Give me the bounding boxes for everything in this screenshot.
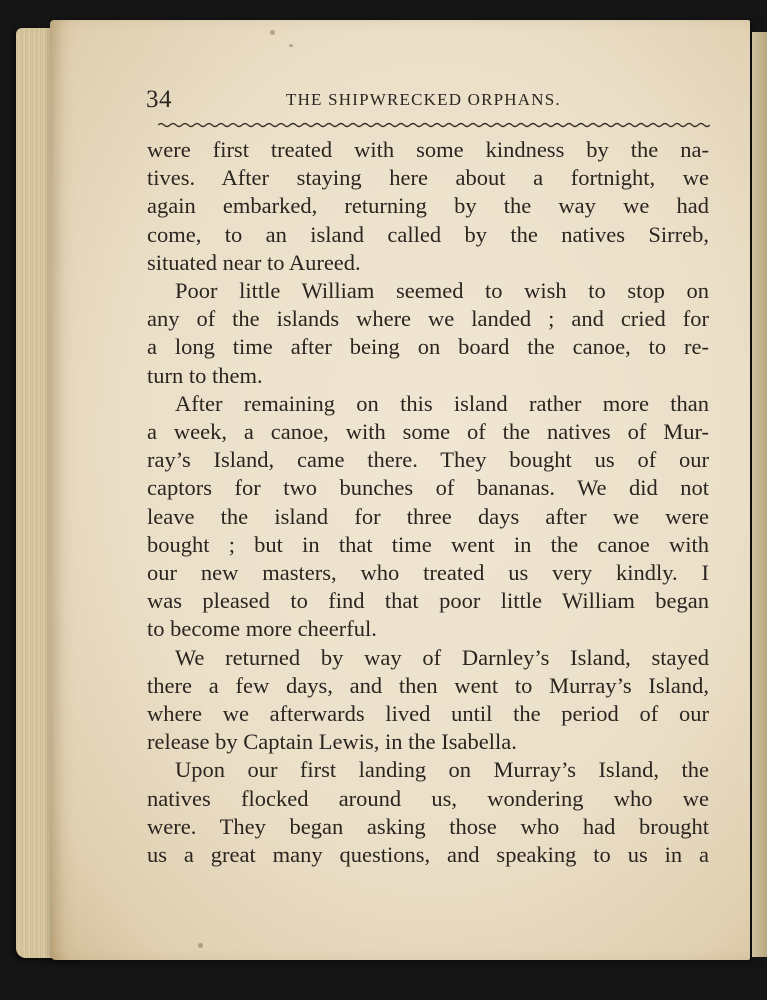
text-line: to become more cheerful. (147, 616, 377, 642)
paper-spot (289, 44, 293, 47)
text-line: tives. After staying here about a fortnight, we (147, 165, 709, 191)
text-line: there a few days, and then went to Murray’s Island, (147, 672, 709, 698)
text-line: any of the islands where we landed ; and cried for (147, 306, 709, 332)
text-line: After remaining on this island rather more than (175, 390, 709, 416)
text-line: again embarked, returning by the way we had (147, 193, 709, 219)
text-line: were first treated with some kindness by the na- (147, 137, 709, 162)
paper-spot (270, 30, 275, 35)
wavy-rule-divider (158, 120, 710, 130)
body-text (147, 136, 709, 869)
paper-spot (198, 943, 203, 948)
text-line: situated near to Aureed. (147, 249, 361, 275)
text-line: our new masters, who treated us very kindly. I (147, 560, 709, 586)
text-line: was pleased to find that poor little William began (147, 588, 709, 614)
running-header (146, 86, 706, 120)
text-line: were. They began asking those who had brought (147, 813, 709, 839)
running-title: THE SHIPWRECKED ORPHANS. (286, 90, 561, 109)
text-line: a week, a canoe, with some of the natives of Mur- (147, 419, 709, 445)
text-line: We returned by way of Darnley’s Island, stayed (175, 644, 709, 670)
facing-page-edge (752, 32, 767, 957)
text-line: bought ; but in that time went in the canoe with (147, 531, 709, 557)
text-line: Poor little William seemed to wish to stop on (175, 278, 709, 304)
page-number: 34 (146, 86, 172, 113)
text-line: where we afterwards lived until the period of our (147, 701, 709, 727)
text-line: ray’s Island, came there. They bought us of our (147, 447, 709, 473)
text-line: Upon our first landing on Murray’s Island, the (175, 757, 709, 783)
text-line: a long time after being on board the canoe, to re- (147, 334, 709, 360)
text-line: turn to them. (147, 362, 263, 388)
text-line: release by Captain Lewis, in the Isabella. (147, 729, 517, 755)
text-line: leave the island for three days after we were (147, 503, 709, 529)
text-line: us a great many questions, and speaking to us in a (147, 842, 709, 868)
text-line: come, to an island called by the natives Sirreb, (147, 221, 709, 247)
text-line: natives flocked around us, wondering who we (147, 785, 709, 811)
text-line: captors for two bunches of bananas. We did not (147, 475, 709, 501)
